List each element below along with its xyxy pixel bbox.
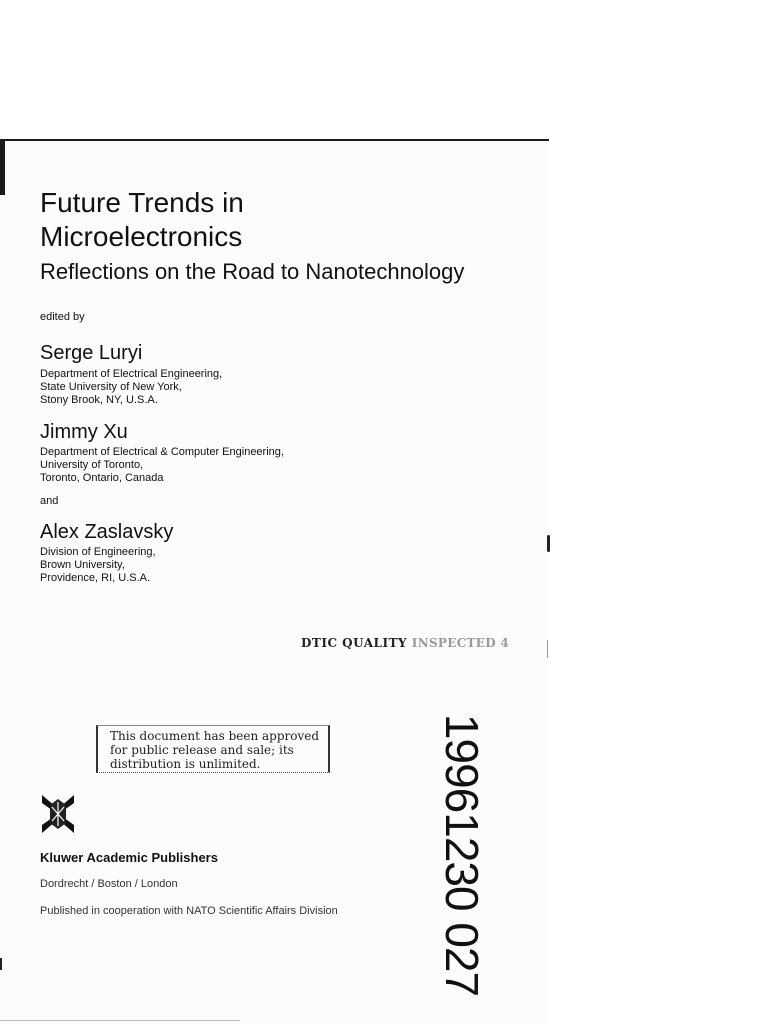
top-border-rule bbox=[0, 139, 549, 141]
editor-name-3: Alex Zaslavsky bbox=[40, 521, 174, 543]
editor-affiliation-3: Division of Engineering, Brown University, Providence, RI, U.S.A. bbox=[40, 546, 156, 584]
approval-line-2: for public release and sale; its bbox=[110, 743, 294, 757]
approval-line-1: This document has been approved bbox=[110, 729, 320, 743]
stamp-blurred-text: INSPECTED 4 bbox=[411, 636, 510, 650]
book-subtitle: Reflections on the Road to Nanotechnology bbox=[40, 259, 465, 284]
accession-number bbox=[436, 713, 489, 997]
left-edge-mark-small bbox=[0, 958, 2, 970]
editor-name-2: Jimmy Xu bbox=[40, 421, 128, 443]
book-title-line-1: Future Trends in bbox=[40, 187, 244, 218]
publisher-places: Dordrecht / Boston / London bbox=[40, 878, 178, 890]
right-edge-mark bbox=[547, 535, 550, 552]
publisher-name: Kluwer Academic Publishers bbox=[40, 850, 218, 865]
editor-name-1: Serge Luryi bbox=[40, 342, 143, 364]
nato-cooperation-note: Published in cooperation with NATO Scientific Affairs Division bbox=[40, 905, 338, 917]
book-title bbox=[40, 186, 244, 254]
distribution-approval-box bbox=[96, 725, 330, 773]
edited-by-label: edited by bbox=[40, 311, 85, 323]
approval-line-3: distribution is unlimited. bbox=[110, 757, 261, 771]
right-edge-tick bbox=[547, 640, 548, 658]
kluwer-logo-icon bbox=[40, 793, 76, 835]
and-label: and bbox=[40, 495, 59, 507]
editor-affiliation-2: Department of Electrical & Computer Engineering, University of Toronto, Toronto, Ontario, Canada bbox=[40, 446, 284, 484]
book-title-line-2: Microelectronics bbox=[40, 221, 243, 252]
editor-affiliation-1: Department of Electrical Engineering, State University of New York, Stony Brook, NY, U.S.A. bbox=[40, 368, 223, 406]
bottom-rule bbox=[0, 1020, 240, 1021]
left-edge-mark bbox=[0, 141, 5, 195]
accession-number-text: 19961230 027 bbox=[436, 713, 489, 997]
dtic-quality-stamp bbox=[301, 636, 509, 650]
stamp-main-text: DTIC QUALITY bbox=[301, 636, 408, 650]
